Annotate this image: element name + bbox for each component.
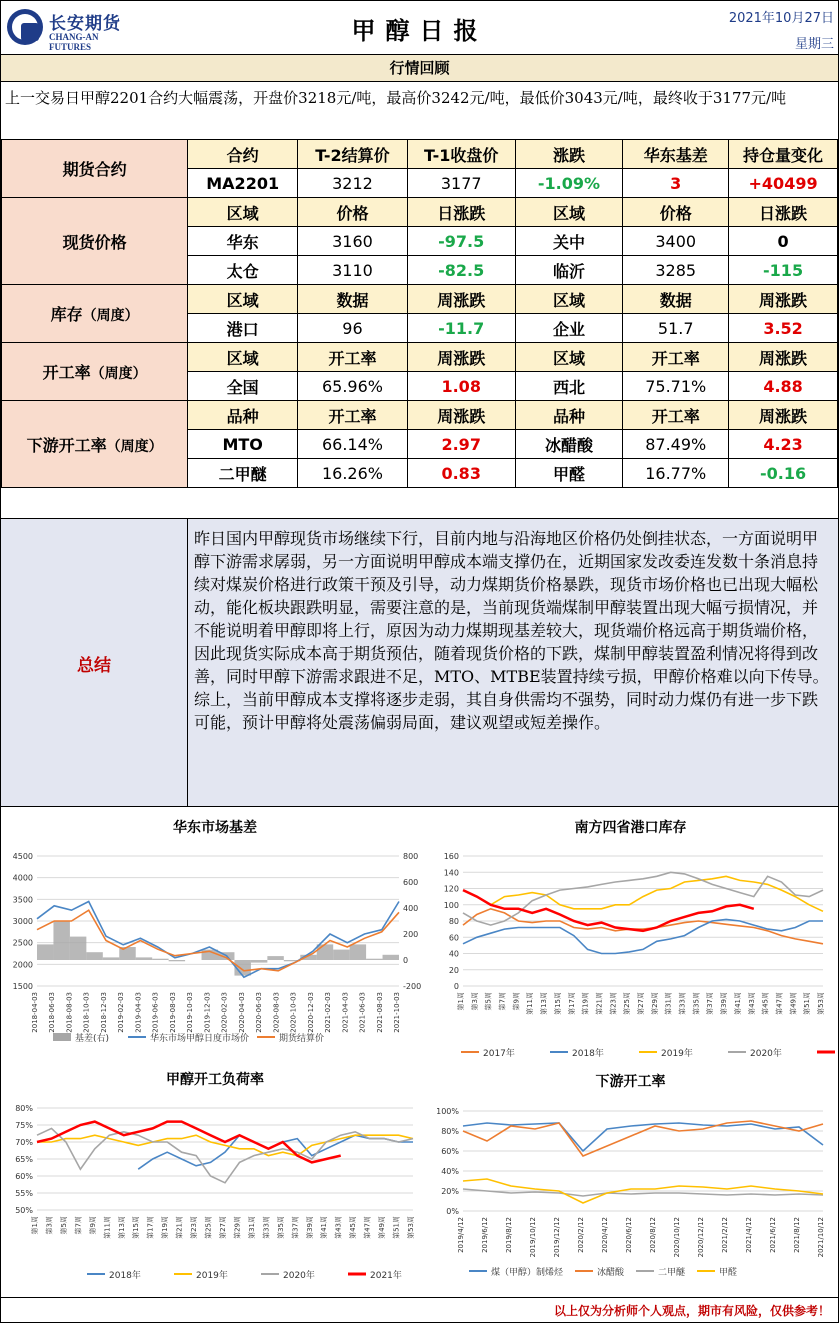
report-header	[1, 1, 838, 55]
x-tick-label: 第17周	[146, 1216, 155, 1239]
x-tick-label: 第43周	[747, 992, 756, 1015]
x-tick-label: 第1周	[31, 1216, 39, 1235]
x-tick-label: 2020-04-03	[237, 992, 246, 1033]
column-header: 持仓量变化	[729, 140, 838, 169]
x-tick-label: 第31周	[247, 1216, 256, 1239]
x-tick-label: 第25周	[623, 992, 632, 1015]
legend-label: 冰醋酸	[597, 1268, 625, 1278]
legend-label: 2018年	[109, 1271, 141, 1281]
y-tick-label: 2500	[12, 938, 33, 948]
x-tick-label: 第5周	[59, 1216, 68, 1235]
y-tick-label: 60%	[441, 1147, 459, 1156]
section-label: 期货合约	[2, 140, 188, 198]
x-tick-label: 2020/2/12	[577, 1217, 585, 1253]
x-tick-label: 2018-04-03	[31, 992, 39, 1033]
x-tick-label: 2019/8/12	[505, 1217, 513, 1253]
column-header: 涨跌	[515, 140, 623, 169]
chart-title: 南方四省港口库存	[574, 820, 687, 836]
x-tick-label: 2019-08-03	[168, 992, 177, 1033]
column-header: 周涨跌	[407, 401, 515, 430]
table-row	[2, 285, 838, 314]
y-tick-label: 75%	[15, 1121, 33, 1130]
section-label	[2, 343, 188, 401]
x-tick-label: 2020/4/12	[601, 1217, 609, 1253]
x-tick-label: 第37周	[706, 992, 715, 1015]
table-cell: 3110	[298, 256, 408, 285]
x-tick-label: 2020/6/12	[625, 1217, 633, 1253]
x-tick-label: 第5周	[484, 992, 493, 1011]
y-tick-label: 50%	[15, 1206, 33, 1215]
x-tick-label: 第3周	[470, 992, 479, 1011]
basis-bar	[152, 959, 168, 960]
x-tick-label: 2021-04-03	[341, 992, 350, 1033]
series-line	[491, 876, 823, 911]
table-cell: 港口	[188, 314, 298, 343]
summary-label-cell	[1, 519, 188, 806]
x-tick-label: 2019-02-03	[117, 992, 126, 1033]
legend-label: 华东市场甲醇日度市场价	[150, 1034, 250, 1044]
y-tick-label: 80%	[441, 1127, 459, 1136]
table-cell: 65.96%	[298, 372, 408, 401]
summary-text-cell	[188, 519, 838, 806]
table-cell: 二甲醚	[188, 459, 298, 488]
review-text: 上一交易日甲醇2201合约大幅震荡，开盘价3218元/吨，最高价3242元/吨，最低价3043元/吨，最终收于3177元/吨	[5, 89, 787, 107]
x-tick-label: 第49周	[789, 992, 798, 1015]
x-tick-label: 第51周	[392, 1216, 401, 1239]
downstream-rate-chart	[425, 1063, 836, 1288]
x-tick-label: 第13周	[540, 992, 549, 1015]
x-tick-label: 2020-08-03	[272, 992, 281, 1033]
x-tick-label: 第19周	[161, 1216, 170, 1239]
section-label: 现货价格	[2, 198, 188, 285]
column-header: 品种	[515, 401, 623, 430]
basis-bar	[86, 952, 102, 960]
column-header: T-1收盘价	[407, 140, 515, 169]
x-tick-label: 第33周	[678, 992, 687, 1015]
y-tick-label: 80	[448, 917, 459, 926]
x-tick-label: 第7周	[74, 1216, 83, 1235]
table-cell: 1.08	[407, 372, 515, 401]
section-note: （周度）	[106, 438, 163, 455]
section-label	[2, 285, 188, 343]
table-cell: 66.14%	[298, 430, 408, 459]
x-tick-label: 第35周	[276, 1216, 285, 1239]
table-cell: 冰醋酸	[515, 430, 623, 459]
x-tick-label: 2019-04-03	[134, 992, 143, 1033]
table-cell: 4.23	[729, 430, 838, 459]
x-tick-label: 第21周	[175, 1216, 184, 1239]
y-tick-label: 65%	[15, 1155, 33, 1164]
x-tick-label: 第23周	[190, 1216, 199, 1239]
legend-label: 2018年	[572, 1049, 604, 1059]
x-tick-label: 第37周	[291, 1216, 300, 1239]
table-cell: 3400	[623, 227, 729, 256]
column-header: 区域	[188, 343, 298, 372]
chart-title: 甲醇开工负荷率	[166, 1072, 264, 1088]
series-line	[463, 872, 823, 925]
y-tick-label: 1500	[12, 982, 33, 991]
table-cell: 3212	[298, 169, 408, 198]
y-tick-label: 100%	[436, 1107, 459, 1116]
basis-bar	[70, 937, 86, 960]
report-title: 甲醇日报	[351, 17, 488, 45]
y-right-tick-label: -200	[403, 982, 422, 991]
x-tick-label: 2020/12/12	[697, 1217, 705, 1258]
y-tick-label: 100	[443, 900, 459, 910]
basis-chart	[5, 811, 425, 1056]
x-tick-label: 第11周	[526, 992, 535, 1015]
y-tick-label: 40	[448, 949, 459, 959]
table-cell: 16.26%	[298, 459, 408, 488]
x-tick-label: 2021-06-03	[358, 992, 367, 1033]
y-right-tick-label: 800	[403, 852, 419, 861]
column-header: 开工率	[623, 343, 729, 372]
table-cell: -0.16	[729, 459, 838, 488]
section-title: 库存	[50, 305, 83, 324]
x-tick-label: 2018-12-03	[99, 992, 108, 1033]
legend-label: 2019年	[661, 1049, 693, 1059]
table-cell: -115	[729, 256, 838, 285]
y-tick-label: 55%	[15, 1189, 33, 1198]
table-cell: 临沂	[515, 256, 623, 285]
x-tick-label: 2021-02-03	[324, 992, 333, 1033]
column-header: 周涨跌	[729, 401, 838, 430]
basis-bar	[317, 944, 333, 960]
table-cell: 3285	[623, 256, 729, 285]
legend-swatch	[53, 1033, 71, 1041]
table-cell: MTO	[188, 430, 298, 459]
review-heading: 行情回顾	[1, 55, 838, 82]
x-tick-label: 2020-06-03	[255, 992, 264, 1033]
logo-cn-text: 长安期货	[49, 14, 121, 34]
x-tick-label: 第9周	[512, 992, 521, 1011]
summary-label: 总结	[77, 656, 111, 676]
x-tick-label: 2021/2/12	[721, 1217, 729, 1253]
x-tick-label: 2019/12/12	[553, 1217, 561, 1258]
section-title: 开工率	[42, 363, 91, 382]
column-header: 价格	[298, 198, 408, 227]
table-cell: 3160	[298, 227, 408, 256]
table-cell: 96	[298, 314, 408, 343]
table-cell: 西北	[515, 372, 623, 401]
port-inventory-chart-svg	[425, 811, 836, 1066]
x-tick-label: 2020-12-03	[306, 992, 315, 1033]
column-header: 开工率	[298, 343, 408, 372]
x-tick-label: 第1周	[457, 992, 465, 1011]
basis-chart-svg	[5, 811, 425, 1056]
table-cell: 甲醛	[515, 459, 623, 488]
basis-bar	[366, 959, 382, 960]
chart-title: 下游开工率	[595, 1074, 666, 1090]
section-title: 下游开工率	[26, 435, 107, 455]
legend-label: 甲醛	[719, 1268, 738, 1278]
basis-bar	[103, 957, 119, 960]
legend-label: 2019年	[196, 1271, 228, 1281]
x-tick-label: 2019/4/12	[457, 1217, 465, 1253]
x-tick-label: 第19周	[581, 992, 590, 1015]
column-header: 品种	[188, 401, 298, 430]
disclaimer: 以上仅为分析师个人观点，期市有风险，仅供参考！	[553, 1304, 830, 1318]
footer	[1, 1297, 838, 1323]
x-tick-label: 第53周	[817, 992, 825, 1015]
table-cell: 太仓	[188, 256, 298, 285]
x-tick-label: 第47周	[363, 1216, 372, 1239]
legend-label: 2020年	[750, 1049, 782, 1059]
logo-en-text: CHANG-AN FUTURES	[49, 32, 99, 52]
table-cell: 3177	[407, 169, 515, 198]
series-line	[463, 1189, 823, 1196]
table-cell: 4.88	[729, 372, 838, 401]
table-cell: 0	[729, 227, 838, 256]
x-tick-label: 第35周	[692, 992, 701, 1015]
x-tick-label: 2020-10-03	[289, 992, 298, 1033]
downstream-rate-chart-svg	[425, 1063, 836, 1288]
y-right-tick-label: 0	[403, 956, 409, 965]
series-line	[138, 1135, 413, 1169]
x-tick-label: 2018-06-03	[48, 992, 57, 1033]
basis-bar	[333, 950, 349, 960]
x-tick-label: 第29周	[233, 1216, 242, 1239]
y-tick-label: 2000	[12, 960, 33, 970]
basis-bar	[251, 960, 267, 963]
basis-bar	[350, 944, 366, 960]
series-line	[37, 1128, 413, 1182]
x-tick-label: 第39周	[305, 1216, 314, 1239]
x-tick-label: 第25周	[204, 1216, 213, 1239]
column-header: 合约	[188, 140, 298, 169]
x-tick-label: 第39周	[720, 992, 729, 1015]
x-tick-label: 第23周	[609, 992, 618, 1015]
y-tick-label: 20%	[441, 1187, 459, 1196]
legend-label: 二甲醚	[658, 1268, 686, 1278]
x-tick-label: 2019-12-03	[203, 992, 212, 1033]
table-cell: 87.49%	[623, 430, 729, 459]
x-tick-label: 第45周	[761, 992, 770, 1015]
column-header: T-2结算价	[298, 140, 408, 169]
table-cell: -82.5	[407, 256, 515, 285]
y-tick-label: 20	[448, 965, 459, 975]
x-tick-label: 2021-10-03	[393, 992, 401, 1033]
basis-bar	[169, 960, 185, 961]
column-header: 周涨跌	[729, 285, 838, 314]
x-tick-label: 2019-10-03	[186, 992, 195, 1033]
port-inventory-chart	[425, 811, 836, 1066]
x-tick-label: 第3周	[45, 1216, 54, 1235]
legend-label: 2021年	[370, 1271, 402, 1281]
section-note: （周度）	[82, 308, 139, 324]
x-tick-label: 第45周	[349, 1216, 358, 1239]
x-tick-label: 第41周	[733, 992, 742, 1015]
x-tick-label: 第29周	[650, 992, 659, 1015]
y-tick-label: 160	[443, 852, 459, 861]
table-cell: MA2201	[188, 169, 298, 198]
report-date: 2021年10月27日	[728, 11, 834, 26]
table-cell: 3.52	[729, 314, 838, 343]
column-header: 日涨跌	[407, 198, 515, 227]
legend-label: 期货结算价	[279, 1034, 325, 1044]
x-tick-label: 2019/6/12	[481, 1217, 489, 1253]
y-right-tick-label: 600	[403, 878, 419, 887]
column-header: 区域	[515, 285, 623, 314]
y-right-tick-label: 200	[403, 930, 419, 939]
column-header: 数据	[623, 285, 729, 314]
x-tick-label: 第51周	[803, 992, 812, 1015]
chart-title: 华东市场基差	[173, 820, 257, 836]
column-header: 日涨跌	[729, 198, 838, 227]
series-line	[463, 919, 823, 953]
summary-section	[1, 518, 838, 807]
y-tick-label: 60	[448, 933, 459, 943]
table-cell: 3	[623, 169, 729, 198]
x-tick-label: 第49周	[378, 1216, 387, 1239]
x-tick-label: 2020/10/12	[673, 1217, 681, 1258]
table-cell: -97.5	[407, 227, 515, 256]
x-tick-label: 2018-08-03	[65, 992, 74, 1033]
y-tick-label: 140	[443, 868, 459, 878]
y-tick-label: 0	[453, 982, 459, 991]
x-tick-label: 第11周	[103, 1216, 112, 1239]
x-tick-label: 第15周	[132, 1216, 141, 1239]
y-tick-label: 70%	[15, 1138, 33, 1147]
column-header: 区域	[515, 343, 623, 372]
x-tick-label: 第43周	[334, 1216, 343, 1239]
column-header: 周涨跌	[407, 343, 515, 372]
x-tick-label: 2021-08-03	[375, 992, 384, 1033]
table-cell: +40499	[729, 169, 838, 198]
y-right-tick-label: 400	[403, 904, 419, 913]
table-row	[2, 343, 838, 372]
column-header: 价格	[623, 198, 729, 227]
y-tick-label: 4500	[12, 852, 33, 861]
column-header: 华东基差	[623, 140, 729, 169]
legend-label: 基差(右)	[75, 1034, 110, 1044]
section-label	[2, 401, 188, 488]
data-table	[1, 139, 838, 488]
table-cell: -1.09%	[515, 169, 623, 198]
table-cell: 华东	[188, 227, 298, 256]
section-note: （周度）	[90, 366, 147, 382]
y-tick-label: 60%	[15, 1172, 33, 1181]
x-tick-label: 第7周	[498, 992, 507, 1011]
y-tick-label: 80%	[15, 1104, 33, 1113]
x-tick-label: 2021/4/12	[745, 1217, 753, 1253]
x-tick-label: 第21周	[595, 992, 604, 1015]
table-cell: -11.7	[407, 314, 515, 343]
x-tick-label: 2019-06-03	[151, 992, 160, 1033]
table-cell: 51.7	[623, 314, 729, 343]
x-tick-label: 2019/10/12	[529, 1217, 537, 1258]
series-line	[37, 902, 399, 978]
table-cell: 企业	[515, 314, 623, 343]
x-tick-label: 第15周	[553, 992, 562, 1015]
table-cell: 0.83	[407, 459, 515, 488]
x-tick-label: 第33周	[262, 1216, 271, 1239]
x-tick-label: 第41周	[320, 1216, 329, 1239]
table-row	[2, 140, 838, 169]
table-cell: 75.71%	[623, 372, 729, 401]
x-tick-label: 第13周	[117, 1216, 126, 1239]
column-header: 开工率	[298, 401, 408, 430]
x-tick-label: 2020-02-03	[220, 992, 229, 1033]
y-tick-label: 3000	[12, 917, 33, 926]
operating-rate-chart	[5, 1063, 425, 1288]
operating-rate-chart-svg	[5, 1063, 425, 1288]
x-tick-label: 第47周	[775, 992, 784, 1015]
basis-bar	[267, 956, 283, 960]
column-header: 周涨跌	[407, 285, 515, 314]
table-cell: 16.77%	[623, 459, 729, 488]
x-tick-label: 2021/8/12	[793, 1217, 801, 1253]
y-tick-label: 4000	[12, 873, 33, 883]
column-header: 开工率	[623, 401, 729, 430]
x-tick-label: 第9周	[88, 1216, 97, 1235]
table-cell: 关中	[515, 227, 623, 256]
table-row	[2, 401, 838, 430]
table-cell: 2.97	[407, 430, 515, 459]
x-tick-label: 第27周	[219, 1216, 227, 1239]
y-tick-label: 120	[443, 884, 459, 894]
summary-text: 昨日国内甲醇现货市场继续下行，目前内地与沿海地区价格仍处倒挂状态，一方面说明甲醇下游需求孱弱，另一方面说明甲醇成本端支撑仍在，近期国家发改委连发数十条消息持续对煤炭价格进行政策干预及引导，动力煤期货价格暴跌，现货市场价格也已出现大幅松动，能化板块跟跌明显，需要注意的是，当前现货端煤制甲醇装置出现大幅亏损情况，并不能说明着甲醇即将上行，原因为动力煤期现基差较大，现货端价格远高于期货端价格，因此现货实际成本高于期货预估，随着现货价格的下跌，煤制甲醇装置盈利情况将得到改善，同时甲醇下游需求跟进不足，MTO、MTBE装置持续亏损，甲醇价格难以向下传导。综上，当前甲醇成本支撑将逐步走弱，其自身供需均不强势，同时动力煤仍有进一步下跌可能，预计甲醇将处震荡偏弱局面，建议观望或短差操作。	[194, 529, 829, 732]
x-tick-label: 2021/6/12	[769, 1217, 777, 1253]
x-tick-label: 第27周	[637, 992, 645, 1015]
table-cell: 全国	[188, 372, 298, 401]
basis-bar	[37, 944, 53, 960]
x-tick-label: 2020/8/12	[649, 1217, 657, 1253]
report-weekday: 星期三	[794, 37, 834, 52]
y-tick-label: 40%	[441, 1167, 459, 1176]
basis-bar	[136, 957, 152, 960]
table-row	[2, 198, 838, 227]
x-tick-label: 第31周	[664, 992, 673, 1015]
column-header: 数据	[298, 285, 408, 314]
x-tick-label: 2021/10/12	[817, 1217, 825, 1258]
y-tick-label: 3500	[12, 895, 33, 905]
column-header: 周涨跌	[729, 343, 838, 372]
basis-bar	[53, 921, 69, 960]
y-tick-label: 0%	[446, 1207, 459, 1216]
basis-bar	[383, 955, 399, 960]
legend-label: 2017年	[483, 1049, 515, 1059]
column-header: 区域	[188, 198, 298, 227]
legend-label: 煤（甲醇）制烯烃	[491, 1268, 564, 1278]
x-tick-label: 第17周	[567, 992, 576, 1015]
column-header: 区域	[515, 198, 623, 227]
legend-label: 2020年	[283, 1271, 315, 1281]
column-header: 区域	[188, 285, 298, 314]
x-tick-label: 第53周	[407, 1216, 415, 1239]
x-tick-label: 2018-10-03	[82, 992, 91, 1033]
